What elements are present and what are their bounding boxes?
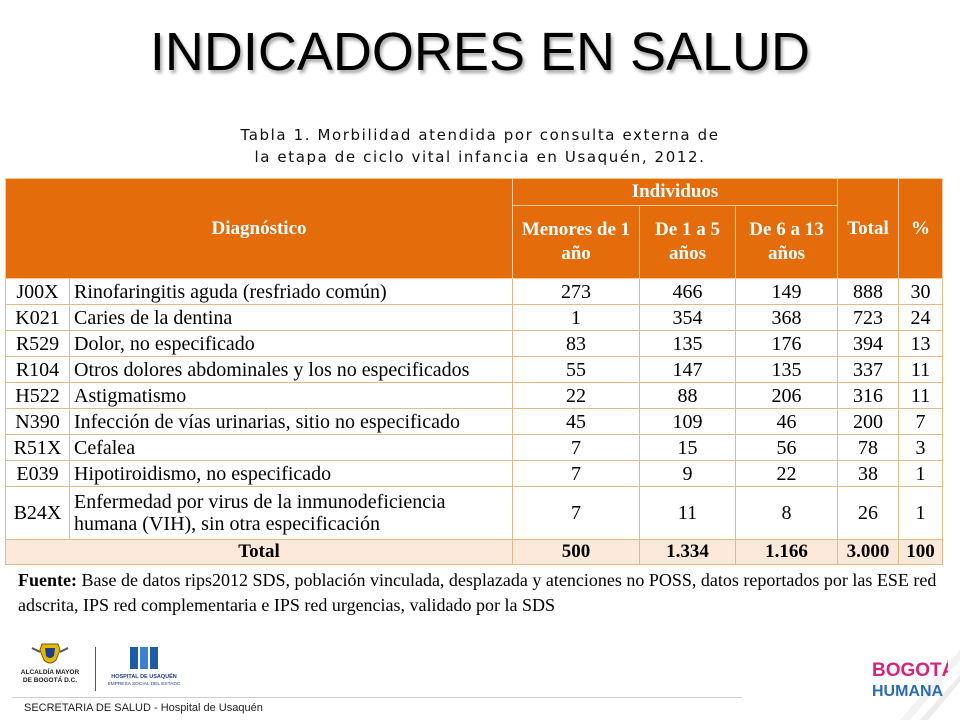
source-label: Fuente: — [18, 570, 77, 590]
row-menores-1: 7 — [513, 435, 640, 461]
source-text: Base de datos rips2012 SDS, población vinculada, desplazada y atenciones no POSS, datos reportados por las ESE red adscrita, IPS red complementaria e IPS red urgencias, validado por la SDS — [18, 570, 937, 615]
row-total: 26 — [838, 487, 899, 540]
row-de-1-a-5: 135 — [640, 331, 736, 357]
row-percent: 3 — [899, 435, 943, 461]
row-de-6-a-13: 176 — [736, 331, 838, 357]
row-code: R104 — [6, 357, 70, 383]
row-de-1-a-5: 9 — [640, 461, 736, 487]
row-total: 394 — [838, 331, 899, 357]
caption-line-1: Tabla 1. Morbilidad atendida por consulta externa de — [240, 126, 720, 144]
table-caption — [0, 124, 960, 168]
table-row — [6, 331, 943, 357]
row-de-1-a-5: 15 — [640, 435, 736, 461]
row-total: 337 — [838, 357, 899, 383]
bogota-text: BOGOTÁ — [872, 660, 948, 681]
row-menores-1: 55 — [513, 357, 640, 383]
row-percent: 30 — [899, 279, 943, 305]
row-description: Astigmatismo — [70, 383, 513, 409]
row-menores-1: 45 — [513, 409, 640, 435]
table-row — [6, 461, 943, 487]
row-de-1-a-5: 354 — [640, 305, 736, 331]
row-code: K021 — [6, 305, 70, 331]
total-de-1-a-5: 1.334 — [640, 540, 736, 565]
row-code: R51X — [6, 435, 70, 461]
logo-divider — [95, 647, 96, 691]
row-de-6-a-13: 368 — [736, 305, 838, 331]
total-de-6-a-13: 1.166 — [736, 540, 838, 565]
row-code: J00X — [6, 279, 70, 305]
header-de-6-a-13: De 6 a 13 años — [736, 206, 838, 279]
header-individuos: Individuos — [513, 179, 838, 206]
row-de-6-a-13: 8 — [736, 487, 838, 540]
alcaldia-line-2: DE BOGOTÁ D.C. — [22, 677, 78, 684]
row-code: R529 — [6, 331, 70, 357]
row-description: Otros dolores abdominales y los no especificados — [70, 357, 513, 383]
row-percent: 1 — [899, 461, 943, 487]
table-row — [6, 435, 943, 461]
row-de-1-a-5: 11 — [640, 487, 736, 540]
row-de-6-a-13: 135 — [736, 357, 838, 383]
header-percent: % — [899, 179, 943, 279]
row-menores-1: 83 — [513, 331, 640, 357]
slide-title: INDICADORES EN SALUD — [149, 22, 811, 82]
alcaldia-logo — [18, 642, 82, 694]
row-de-6-a-13: 46 — [736, 409, 838, 435]
total-total: 3.000 — [838, 540, 899, 565]
row-description: Rinofaringitis aguda (resfriado común) — [70, 279, 513, 305]
row-code: N390 — [6, 409, 70, 435]
row-percent: 24 — [899, 305, 943, 331]
row-total: 316 — [838, 383, 899, 409]
table-row — [6, 487, 943, 540]
row-total: 723 — [838, 305, 899, 331]
table-row — [6, 383, 943, 409]
row-percent: 11 — [899, 383, 943, 409]
row-description: Dolor, no especificado — [70, 331, 513, 357]
hospital-usaquen-logo — [108, 645, 180, 695]
row-percent: 1 — [899, 487, 943, 540]
total-menores-1: 500 — [513, 540, 640, 565]
row-menores-1: 7 — [513, 487, 640, 540]
header-menores-1: Menores de 1 año — [513, 206, 640, 279]
table-row — [6, 279, 943, 305]
row-percent: 7 — [899, 409, 943, 435]
header-total: Total — [838, 179, 899, 279]
row-description: Enfermedad por virus de la inmunodeficiencia humana (VIH), sin otra especificación — [70, 487, 513, 540]
table-row — [6, 409, 943, 435]
row-menores-1: 273 — [513, 279, 640, 305]
humana-text: HUMANA — [872, 683, 944, 700]
table-total-row — [6, 540, 943, 565]
row-total: 78 — [838, 435, 899, 461]
row-percent: 13 — [899, 331, 943, 357]
header-diagnostico: Diagnóstico — [6, 179, 513, 279]
row-menores-1: 7 — [513, 461, 640, 487]
row-de-6-a-13: 56 — [736, 435, 838, 461]
row-total: 38 — [838, 461, 899, 487]
row-total: 200 — [838, 409, 899, 435]
row-total: 888 — [838, 279, 899, 305]
total-percent: 100 — [899, 540, 943, 565]
row-de-1-a-5: 109 — [640, 409, 736, 435]
bogota-humana-logo — [868, 656, 948, 702]
row-de-6-a-13: 149 — [736, 279, 838, 305]
row-de-6-a-13: 22 — [736, 461, 838, 487]
table-header-row-1 — [6, 179, 943, 206]
total-label: Total — [6, 540, 513, 565]
row-description: Cefalea — [70, 435, 513, 461]
row-de-6-a-13: 206 — [736, 383, 838, 409]
table-row — [6, 305, 943, 331]
table-row — [6, 357, 943, 383]
row-menores-1: 1 — [513, 305, 640, 331]
row-description: Infección de vías urinarias, sitio no especificado — [70, 409, 513, 435]
row-percent: 11 — [899, 357, 943, 383]
alcaldia-line-1: ALCALDÍA MAYOR — [20, 669, 80, 676]
source-note — [18, 568, 938, 618]
row-code: B24X — [6, 487, 70, 540]
morbidity-table — [5, 178, 943, 565]
row-code: H522 — [6, 383, 70, 409]
hospital-line-2: EMPRESA SOCIAL DEL ESTADO — [108, 682, 180, 687]
row-de-1-a-5: 88 — [640, 383, 736, 409]
header-de-1-a-5: De 1 a 5 años — [640, 206, 736, 279]
row-de-1-a-5: 147 — [640, 357, 736, 383]
row-menores-1: 22 — [513, 383, 640, 409]
row-de-1-a-5: 466 — [640, 279, 736, 305]
footer-divider — [12, 697, 742, 698]
hospital-line-1: HOSPITAL DE USAQUÉN — [111, 674, 177, 680]
caption-line-2: la etapa de ciclo vital infancia en Usaquén, 2012. — [254, 148, 706, 166]
row-code: E039 — [6, 461, 70, 487]
row-description: Hipotiroidismo, no especificado — [70, 461, 513, 487]
row-description: Caries de la dentina — [70, 305, 513, 331]
footer-text: SECRETARIA DE SALUD - Hospital de Usaquén — [24, 702, 263, 714]
